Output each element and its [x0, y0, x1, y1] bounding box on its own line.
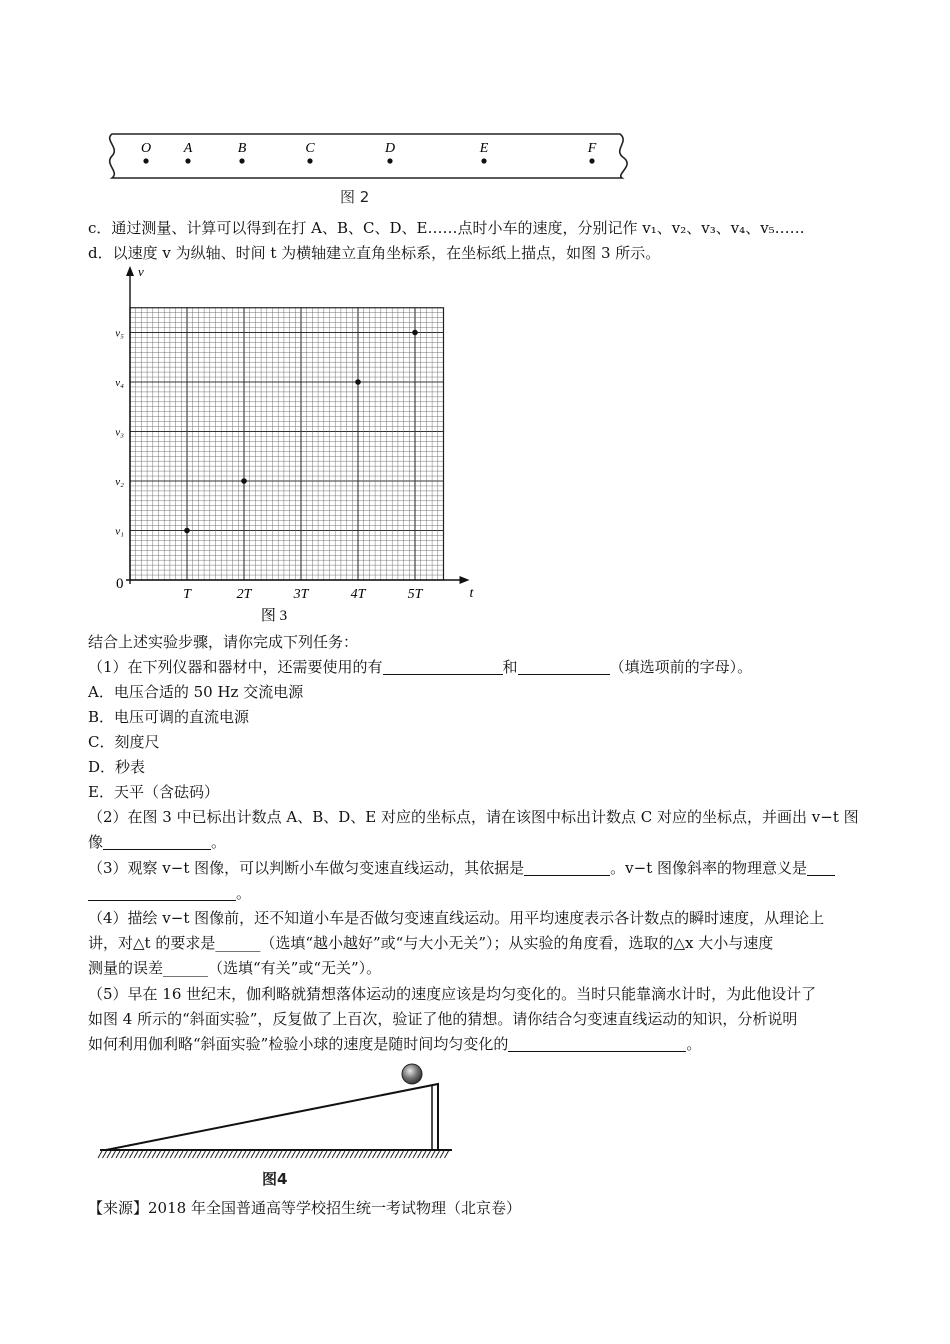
hatch-line: [404, 1151, 408, 1158]
question-2-line-1: （2）在图 3 中已标出计数点 A、B、D、E 对应的坐标点，请在该图中标出计数点 C 对应的坐标点，并画出 v−t 图: [88, 808, 859, 826]
hatch-line: [242, 1151, 246, 1158]
hatch-line: [220, 1151, 224, 1158]
question-4-line-3: 测量的误差______（选填“有关”或“无关”）。: [88, 959, 382, 977]
hatch-line: [184, 1151, 188, 1158]
hatch-line: [386, 1151, 390, 1158]
hatch-line: [436, 1151, 440, 1158]
hatch-line: [143, 1151, 147, 1158]
hatch-line: [161, 1151, 165, 1158]
vt-chart: [96, 262, 474, 632]
step-c-text: c．通过测量、计算可以得到在打 A、B、C、D、E……点时小车的速度，分别记作 v₁、v₂、v₃、v₄、v₅……: [88, 219, 805, 237]
option-e: E．天平（含砝码）: [88, 783, 219, 801]
step-d-text: d．以速度 v 为纵轴、时间 t 为横轴建立直角坐标系，在坐标纸上描点，如图 3 所示。: [88, 244, 661, 262]
hatch-line: [301, 1151, 305, 1158]
hatch-line: [427, 1151, 431, 1158]
hatch-line: [107, 1151, 111, 1158]
hatch-line: [206, 1151, 210, 1158]
hatch-line: [413, 1151, 417, 1158]
hatch-line: [256, 1151, 260, 1158]
hatch-line: [112, 1151, 116, 1158]
hatch-line: [377, 1151, 381, 1158]
question-3-line-1: [88, 858, 835, 878]
y-tick-label: v₄: [115, 377, 124, 389]
question-5-text-a: 如何利用伽利略“斜面实验”检验小球的速度是随时间均匀变化的: [88, 1035, 509, 1053]
x-axis-arrow: [460, 576, 470, 584]
tape-point-dot-F: [589, 158, 594, 163]
question-1-text-b: 和: [502, 658, 518, 676]
hatch-line: [130, 1151, 134, 1158]
question-3-text-b: 。v−t 图像斜率的物理意义是: [610, 859, 807, 877]
x-axis-label: t: [469, 586, 474, 601]
tape-point-label-E: E: [479, 141, 489, 156]
hatch-line: [409, 1151, 413, 1158]
hatch-line: [157, 1151, 161, 1158]
hatch-line: [215, 1151, 219, 1158]
hatch-line: [440, 1151, 444, 1158]
hatch-line: [422, 1151, 426, 1158]
tape-point-dot-A: [185, 158, 190, 163]
x-tick-label: 3T: [293, 587, 309, 602]
answer-blank-1[interactable]: [383, 658, 503, 675]
question-4-line-2: 讲，对△t 的要求是______（选填“越小越好”或“与大小无关”）；从实验的角度看，选取的△x 大小与速度: [88, 934, 774, 952]
answer-blank-2[interactable]: [518, 658, 610, 675]
hatch-line: [211, 1151, 215, 1158]
y-axis-label: v: [138, 264, 144, 279]
data-point-D: [355, 379, 361, 385]
hatch-line: [229, 1151, 233, 1158]
chart-title: 图 3: [260, 608, 288, 624]
question-3-text-c: 。: [236, 884, 252, 902]
hatch-line: [445, 1151, 449, 1158]
y-tick-label: v₂: [115, 476, 124, 488]
hatch-line: [265, 1151, 269, 1158]
tape-point-dot-O: [143, 158, 148, 163]
hatch-line: [274, 1151, 278, 1158]
hatch-line: [337, 1151, 341, 1158]
tape-point-dot-B: [239, 158, 244, 163]
hatch-line: [98, 1151, 102, 1158]
hatch-line: [202, 1151, 206, 1158]
hatch-line: [328, 1151, 332, 1158]
tape-point-label-B: B: [237, 141, 247, 156]
tape-point-label-F: F: [587, 141, 597, 156]
question-1-text-a: （1）在下列仪器和器材中，还需要使用的有: [88, 658, 383, 676]
answer-blank-5[interactable]: [807, 859, 835, 876]
y-tick-label: v₅: [115, 327, 124, 340]
answer-blank-4[interactable]: [524, 859, 610, 876]
hatch-line: [431, 1151, 435, 1158]
tape-point-label-A: A: [183, 141, 193, 156]
hatch-line: [278, 1151, 282, 1158]
origin-label: 0: [116, 576, 124, 592]
tape-point-label-C: C: [305, 141, 315, 156]
hatch-line: [148, 1151, 152, 1158]
hatch-line: [247, 1151, 251, 1158]
paper-tape-figure: [100, 128, 640, 184]
question-1: [88, 657, 752, 677]
y-tick-label: v₁: [115, 525, 124, 538]
tape-point-dot-C: [307, 158, 312, 163]
question-2-text-a: 像: [88, 833, 104, 851]
tape-point-label-O: O: [140, 141, 152, 156]
tape-point-dot-D: [387, 158, 392, 163]
hatch-line: [179, 1151, 183, 1158]
hatch-line: [355, 1151, 359, 1158]
x-tick-label: 2T: [236, 587, 252, 602]
hatch-line: [368, 1151, 372, 1158]
figure-2-caption: 图 2: [340, 188, 370, 206]
hatch-line: [332, 1151, 336, 1158]
hatch-line: [395, 1151, 399, 1158]
question-2-line-2: [88, 832, 226, 852]
hatch-line: [103, 1151, 107, 1158]
ball: [402, 1064, 422, 1084]
hatch-line: [283, 1151, 287, 1158]
y-axis-arrow: [126, 266, 134, 276]
option-b: B．电压可调的直流电源: [88, 708, 250, 726]
hatch-line: [188, 1151, 192, 1158]
y-tick-label: v₃: [115, 426, 124, 439]
hatch-line: [310, 1151, 314, 1158]
hatch-line: [121, 1151, 125, 1158]
hatch-line: [197, 1151, 201, 1158]
hatch-line: [287, 1151, 291, 1158]
hatch-line: [350, 1151, 354, 1158]
hatch-line: [125, 1151, 129, 1158]
hatch-line: [292, 1151, 296, 1158]
incline-ramp: [106, 1084, 438, 1150]
hatch-line: [359, 1151, 363, 1158]
x-tick-label: T: [183, 587, 191, 602]
hatch-line: [224, 1151, 228, 1158]
hatch-line: [175, 1151, 179, 1158]
hatch-line: [152, 1151, 156, 1158]
answer-blank-6[interactable]: [88, 884, 236, 901]
tape-point-label-D: D: [384, 141, 396, 156]
grid-border: [130, 308, 444, 580]
tape-point-dot-E: [481, 158, 486, 163]
x-tick-label: 5T: [407, 587, 423, 602]
x-tick-label: 4T: [350, 587, 366, 602]
figure-4-caption: 图4: [262, 1170, 288, 1188]
hatch-line: [233, 1151, 237, 1158]
hatch-line: [391, 1151, 395, 1158]
hatch-line: [373, 1151, 377, 1158]
data-point-A: [184, 528, 190, 534]
hatch-line: [296, 1151, 300, 1158]
hatch-line: [418, 1151, 422, 1158]
question-5-line-1: （5）早在 16 世纪末，伽利略就猜想落体运动的速度应该是均匀变化的。当时只能靠滴水计时，为此他设计了: [88, 985, 817, 1003]
answer-blank-7[interactable]: [508, 1035, 686, 1052]
inclined-plane-figure: [96, 1058, 456, 1164]
question-3-line-2: [88, 883, 251, 903]
hatch-line: [346, 1151, 350, 1158]
hatch-line: [260, 1151, 264, 1158]
ground-hatching: [98, 1151, 449, 1158]
question-4-line-1: （4）描绘 v−t 图像前，还不知道小车是否做匀变速直线运动。用平均速度表示各计数点的瞬时速度，从理论上: [88, 909, 825, 927]
hatch-line: [170, 1151, 174, 1158]
hatch-line: [193, 1151, 197, 1158]
question-3-text-a: （3）观察 v−t 图像，可以判断小车做匀变速直线运动，其依据是: [88, 859, 525, 877]
intro-text: 结合上述实验步骤，请你完成下列任务：: [88, 633, 359, 651]
hatch-line: [269, 1151, 273, 1158]
source-text: 【来源】2018 年全国普通高等学校招生统一考试物理（北京卷）: [88, 1199, 521, 1217]
hatch-line: [319, 1151, 323, 1158]
answer-blank-3[interactable]: [103, 833, 211, 850]
question-5-line-2: 如图 4 所示的“斜面实验”，反复做了上百次，验证了他的猜想。请你结合匀变速直线运动的知识，分析说明: [88, 1010, 798, 1028]
hatch-line: [382, 1151, 386, 1158]
hatch-line: [166, 1151, 170, 1158]
question-2-text-b: 。: [211, 833, 227, 851]
hatch-line: [323, 1151, 327, 1158]
hatch-line: [139, 1151, 143, 1158]
option-d: D．秒表: [88, 758, 146, 776]
data-point-E: [412, 330, 418, 336]
hatch-line: [305, 1151, 309, 1158]
hatch-line: [364, 1151, 368, 1158]
hatch-line: [251, 1151, 255, 1158]
option-c: C．刻度尺: [88, 733, 160, 751]
hatch-line: [314, 1151, 318, 1158]
hatch-line: [400, 1151, 404, 1158]
hatch-line: [238, 1151, 242, 1158]
data-point-B: [241, 478, 247, 484]
option-a: A．电压合适的 50 Hz 交流电源: [88, 683, 304, 701]
hatch-line: [341, 1151, 345, 1158]
question-5-text-b: 。: [686, 1035, 702, 1053]
hatch-line: [134, 1151, 138, 1158]
question-1-text-c: （填选项前的字母）。: [609, 658, 753, 676]
hatch-line: [116, 1151, 120, 1158]
question-5-line-3: [88, 1034, 701, 1054]
